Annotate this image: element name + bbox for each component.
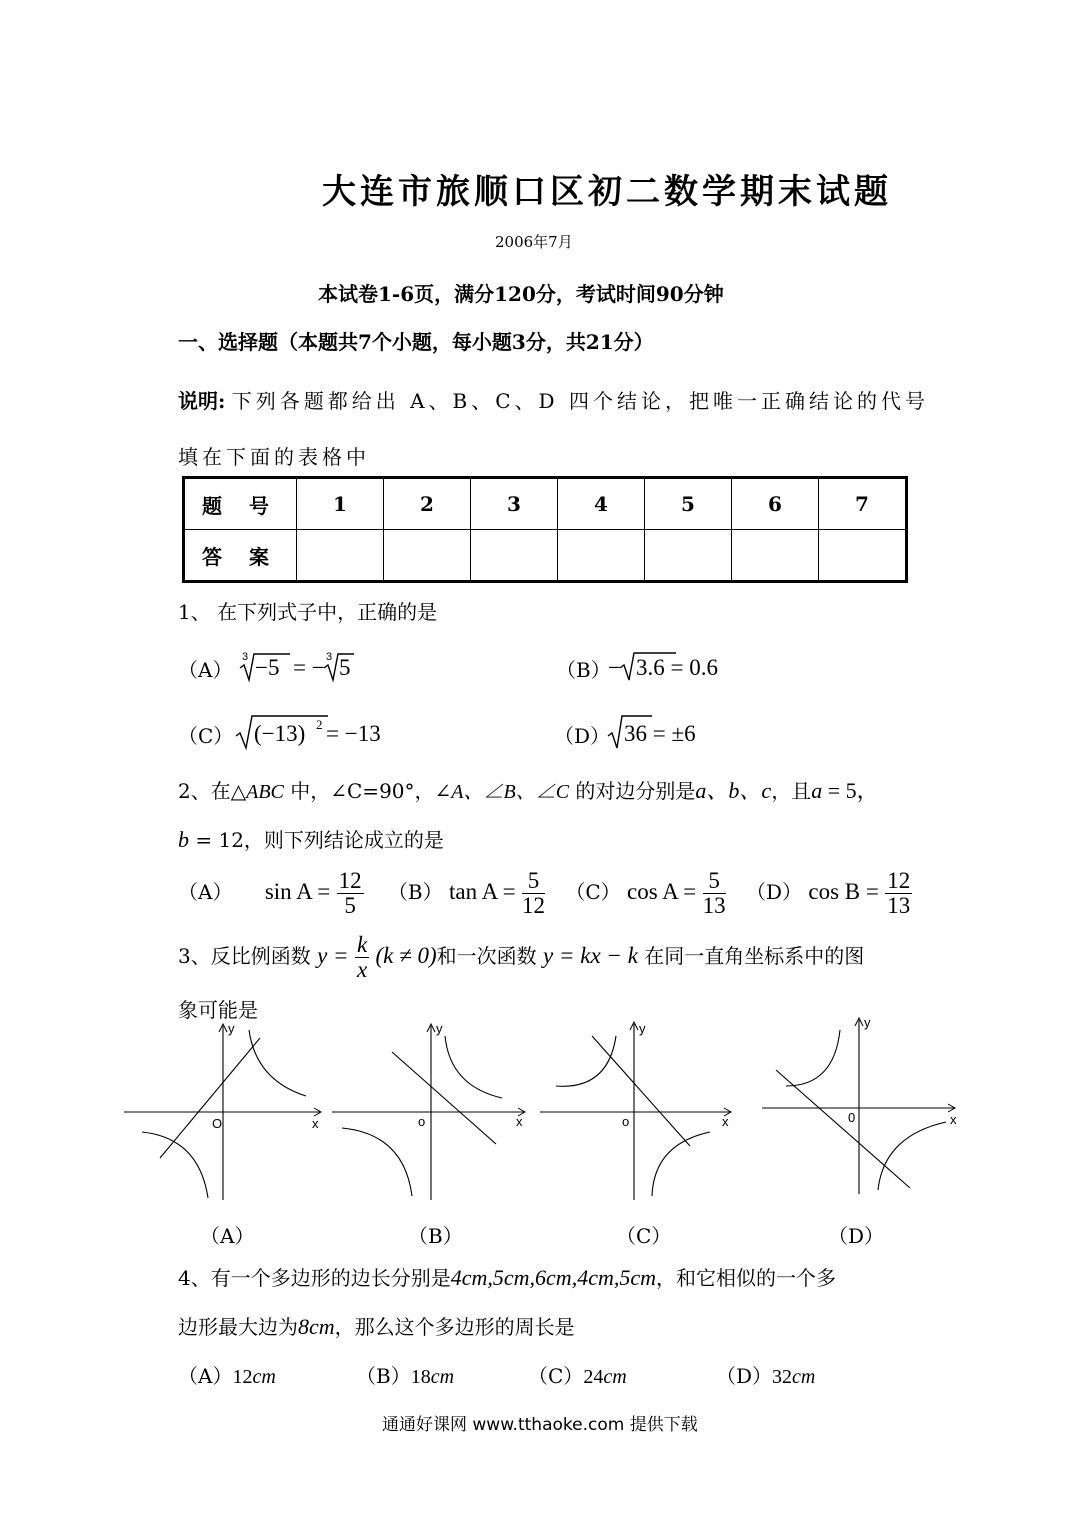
text-span: ，且	[771, 779, 812, 803]
table-row	[184, 530, 907, 582]
origin-label: o	[622, 1114, 630, 1129]
q4-stem-line1	[178, 1262, 836, 1291]
condition: (k ≠ 0)	[375, 943, 437, 968]
text-span: ABC	[246, 781, 284, 803]
text-span: = 5，	[822, 778, 879, 803]
text-span: 中，∠C=90°，∠	[283, 779, 452, 803]
option-label: （C）	[565, 880, 621, 904]
text-span: 8cm	[298, 1314, 335, 1339]
text-span: b	[178, 827, 189, 852]
function-lhs: y =	[317, 943, 349, 968]
hyperbola-branch	[878, 1122, 946, 1190]
hyperbola-branch	[445, 1036, 502, 1098]
answer-cell[interactable]	[297, 530, 384, 582]
option-value: 18	[410, 1366, 431, 1388]
question-number-cell: 4	[558, 478, 645, 530]
graph-d-caption: （D）	[828, 1224, 885, 1248]
radicand: −5	[255, 655, 280, 680]
q4-option-d	[716, 1360, 815, 1389]
text-span: 的对边分别是	[569, 779, 696, 803]
text-span: 边形最大边为	[178, 1315, 298, 1339]
option-label: （A）	[178, 1364, 233, 1388]
note-text-continued: 填在下面的表格中	[178, 445, 370, 469]
equals-minus: = −	[293, 655, 325, 680]
q1-option-c	[178, 720, 233, 749]
table-row	[184, 478, 907, 530]
line-graph	[392, 1052, 496, 1144]
text-span: a、b、c	[695, 778, 772, 803]
graph-a-caption: （A）	[200, 1224, 255, 1248]
radicand: 5	[339, 655, 351, 680]
option-label: （D）	[554, 724, 611, 748]
denominator: 13	[887, 893, 911, 918]
hyperbola-branch	[142, 1132, 208, 1198]
graph-c	[540, 1020, 740, 1210]
text-span: 3、反比例函数	[178, 944, 311, 968]
option-label: （A）	[178, 880, 233, 904]
fraction	[522, 869, 545, 918]
option-value: 24	[583, 1366, 604, 1388]
q1-d-formula	[606, 712, 726, 750]
line-graph	[592, 1036, 690, 1146]
graph-b	[332, 1020, 532, 1210]
option-label: （D）	[716, 1364, 773, 1388]
x-label: x	[950, 1112, 957, 1127]
answer-cell[interactable]	[558, 530, 645, 582]
option-value: 32	[772, 1366, 793, 1388]
numerator: 5	[522, 869, 545, 894]
numerator: 5	[703, 869, 726, 894]
graph-c-caption: （C）	[616, 1224, 672, 1248]
option-label: （B）	[387, 880, 443, 904]
option-label: （B）	[556, 658, 611, 682]
q1-option-d	[554, 720, 610, 749]
answer-cell[interactable]	[471, 530, 558, 582]
question-number-cell: 3	[471, 478, 558, 530]
fraction	[885, 869, 912, 918]
y-label: y	[639, 1021, 646, 1036]
formula-text: (−13)	[254, 721, 306, 746]
question-number-cell: 5	[645, 478, 732, 530]
option-c-fn: cos A =	[627, 879, 697, 904]
svg-text:−: −	[608, 655, 621, 680]
text-span: = 12，则下列结论成立的是	[189, 828, 444, 852]
option-label: （C）	[178, 724, 234, 748]
option-label: （B）	[356, 1364, 411, 1388]
q1-b-formula	[608, 648, 748, 682]
text-span: ，和它相似的一个多	[656, 1266, 836, 1290]
text-span: 和一次函数	[436, 944, 537, 968]
numerator: k	[356, 932, 368, 957]
q4-option-a	[178, 1360, 276, 1389]
radical-index: 3	[326, 651, 333, 663]
q1-stem: 1、 在下列式子中，正确的是	[178, 600, 438, 624]
option-unit: cm	[792, 1366, 816, 1388]
note-text: 下列各题都给出 A、B、C、D 四个结论，把唯一正确结论的代号	[231, 389, 929, 413]
q3-stem-line2: 象可能是	[178, 998, 258, 1022]
denominator: 13	[702, 893, 726, 918]
denominator: 5	[344, 893, 356, 918]
q2-options	[178, 862, 912, 922]
radical-index: 3	[242, 651, 249, 663]
text-span: 4cm,5cm,6cm,4cm,5cm	[450, 1265, 656, 1290]
option-label: （A）	[178, 658, 233, 682]
q4-option-b	[356, 1360, 454, 1389]
hyperbola-branch	[652, 1132, 710, 1196]
q4-option-c	[528, 1360, 627, 1389]
question-number-cell: 1	[297, 478, 384, 530]
option-b-fn: tan A =	[448, 879, 516, 904]
option-label: （C）	[528, 1364, 584, 1388]
graph-b-caption: （B）	[408, 1224, 463, 1248]
x-label: x	[312, 1116, 319, 1131]
text-span: A、∠B、∠C	[451, 781, 570, 803]
q1-option-a	[178, 654, 232, 683]
linear-function: y = kx − k	[543, 943, 638, 968]
text-span: a	[811, 778, 823, 803]
q3-stem-line1	[178, 926, 864, 986]
table-header-cell: 题 号	[184, 478, 297, 530]
x-label: x	[722, 1114, 729, 1129]
option-label: （D）	[745, 880, 802, 904]
page-title: 大连市旅顺口区初二数学期末试题	[322, 172, 892, 212]
q2-stem-line2	[178, 824, 444, 853]
x-label: x	[516, 1114, 523, 1129]
text-span: 2、在△	[178, 779, 247, 803]
fraction	[337, 869, 364, 918]
answer-cell[interactable]	[732, 530, 819, 582]
y-label: y	[228, 1021, 235, 1036]
note-label: 说明:	[178, 389, 226, 413]
formula-text: 3.6 = 0.6	[636, 655, 718, 680]
origin-label: O	[212, 1116, 223, 1131]
option-value: 12	[232, 1366, 253, 1388]
question-number-cell: 2	[384, 478, 471, 530]
fraction	[703, 869, 726, 918]
origin-label: o	[418, 1114, 426, 1129]
line-graph	[776, 1070, 910, 1188]
graph-a	[124, 1020, 324, 1210]
line-graph	[160, 1038, 260, 1158]
y-label: y	[436, 1021, 443, 1036]
answer-cell[interactable]	[384, 530, 471, 582]
text-span: 4、有一个多边形的边长分别是	[178, 1266, 451, 1290]
fraction	[355, 933, 369, 982]
origin-label: 0	[848, 1110, 856, 1125]
y-label: y	[864, 1015, 871, 1030]
q2-stem-line1	[178, 774, 879, 805]
hyperbola-branch	[556, 1036, 616, 1086]
formula-text: 36 = ±6	[624, 721, 696, 746]
option-unit: cm	[430, 1366, 455, 1388]
q1-option-b	[556, 654, 611, 683]
hyperbola-branch	[786, 1030, 840, 1086]
table-header-cell: 答 案	[184, 530, 297, 582]
page-footer: 通通好课网 www.tthaoke.com 提供下载	[382, 1415, 698, 1435]
numerator: 12	[338, 868, 362, 893]
section-heading: 一、选择题（本题共7个小题，每小题3分，共21分）	[178, 330, 654, 354]
question-number-cell: 7	[819, 478, 907, 530]
option-a-fn: sin A =	[264, 879, 331, 904]
section-note	[178, 385, 929, 414]
option-unit: cm	[252, 1366, 276, 1388]
answer-table	[182, 476, 908, 583]
question-number-cell: 6	[732, 478, 819, 530]
option-unit: cm	[603, 1366, 627, 1388]
exam-date: 2006年7月	[495, 233, 573, 251]
hyperbola-branch	[342, 1128, 412, 1196]
text-span: ，那么这个多边形的周长是	[334, 1315, 575, 1339]
hyperbola-branch	[249, 1030, 306, 1096]
exponent: 2	[316, 717, 323, 732]
exam-info: 本试卷1-6页，满分120分，考试时间90分钟	[318, 282, 724, 306]
text-span: 在同一直角坐标系中的图	[644, 944, 865, 968]
graph-d	[760, 1014, 964, 1204]
option-d-fn: cos B =	[808, 879, 879, 904]
q1-a-formula	[238, 650, 358, 684]
q1-c-formula	[234, 712, 404, 750]
formula-text: = −13	[326, 721, 381, 746]
answer-cell[interactable]	[819, 530, 907, 582]
q4-stem-line2	[178, 1311, 575, 1340]
numerator: 12	[887, 868, 911, 893]
answer-cell[interactable]	[645, 530, 732, 582]
denominator: 12	[522, 893, 545, 918]
denominator: x	[356, 957, 368, 982]
